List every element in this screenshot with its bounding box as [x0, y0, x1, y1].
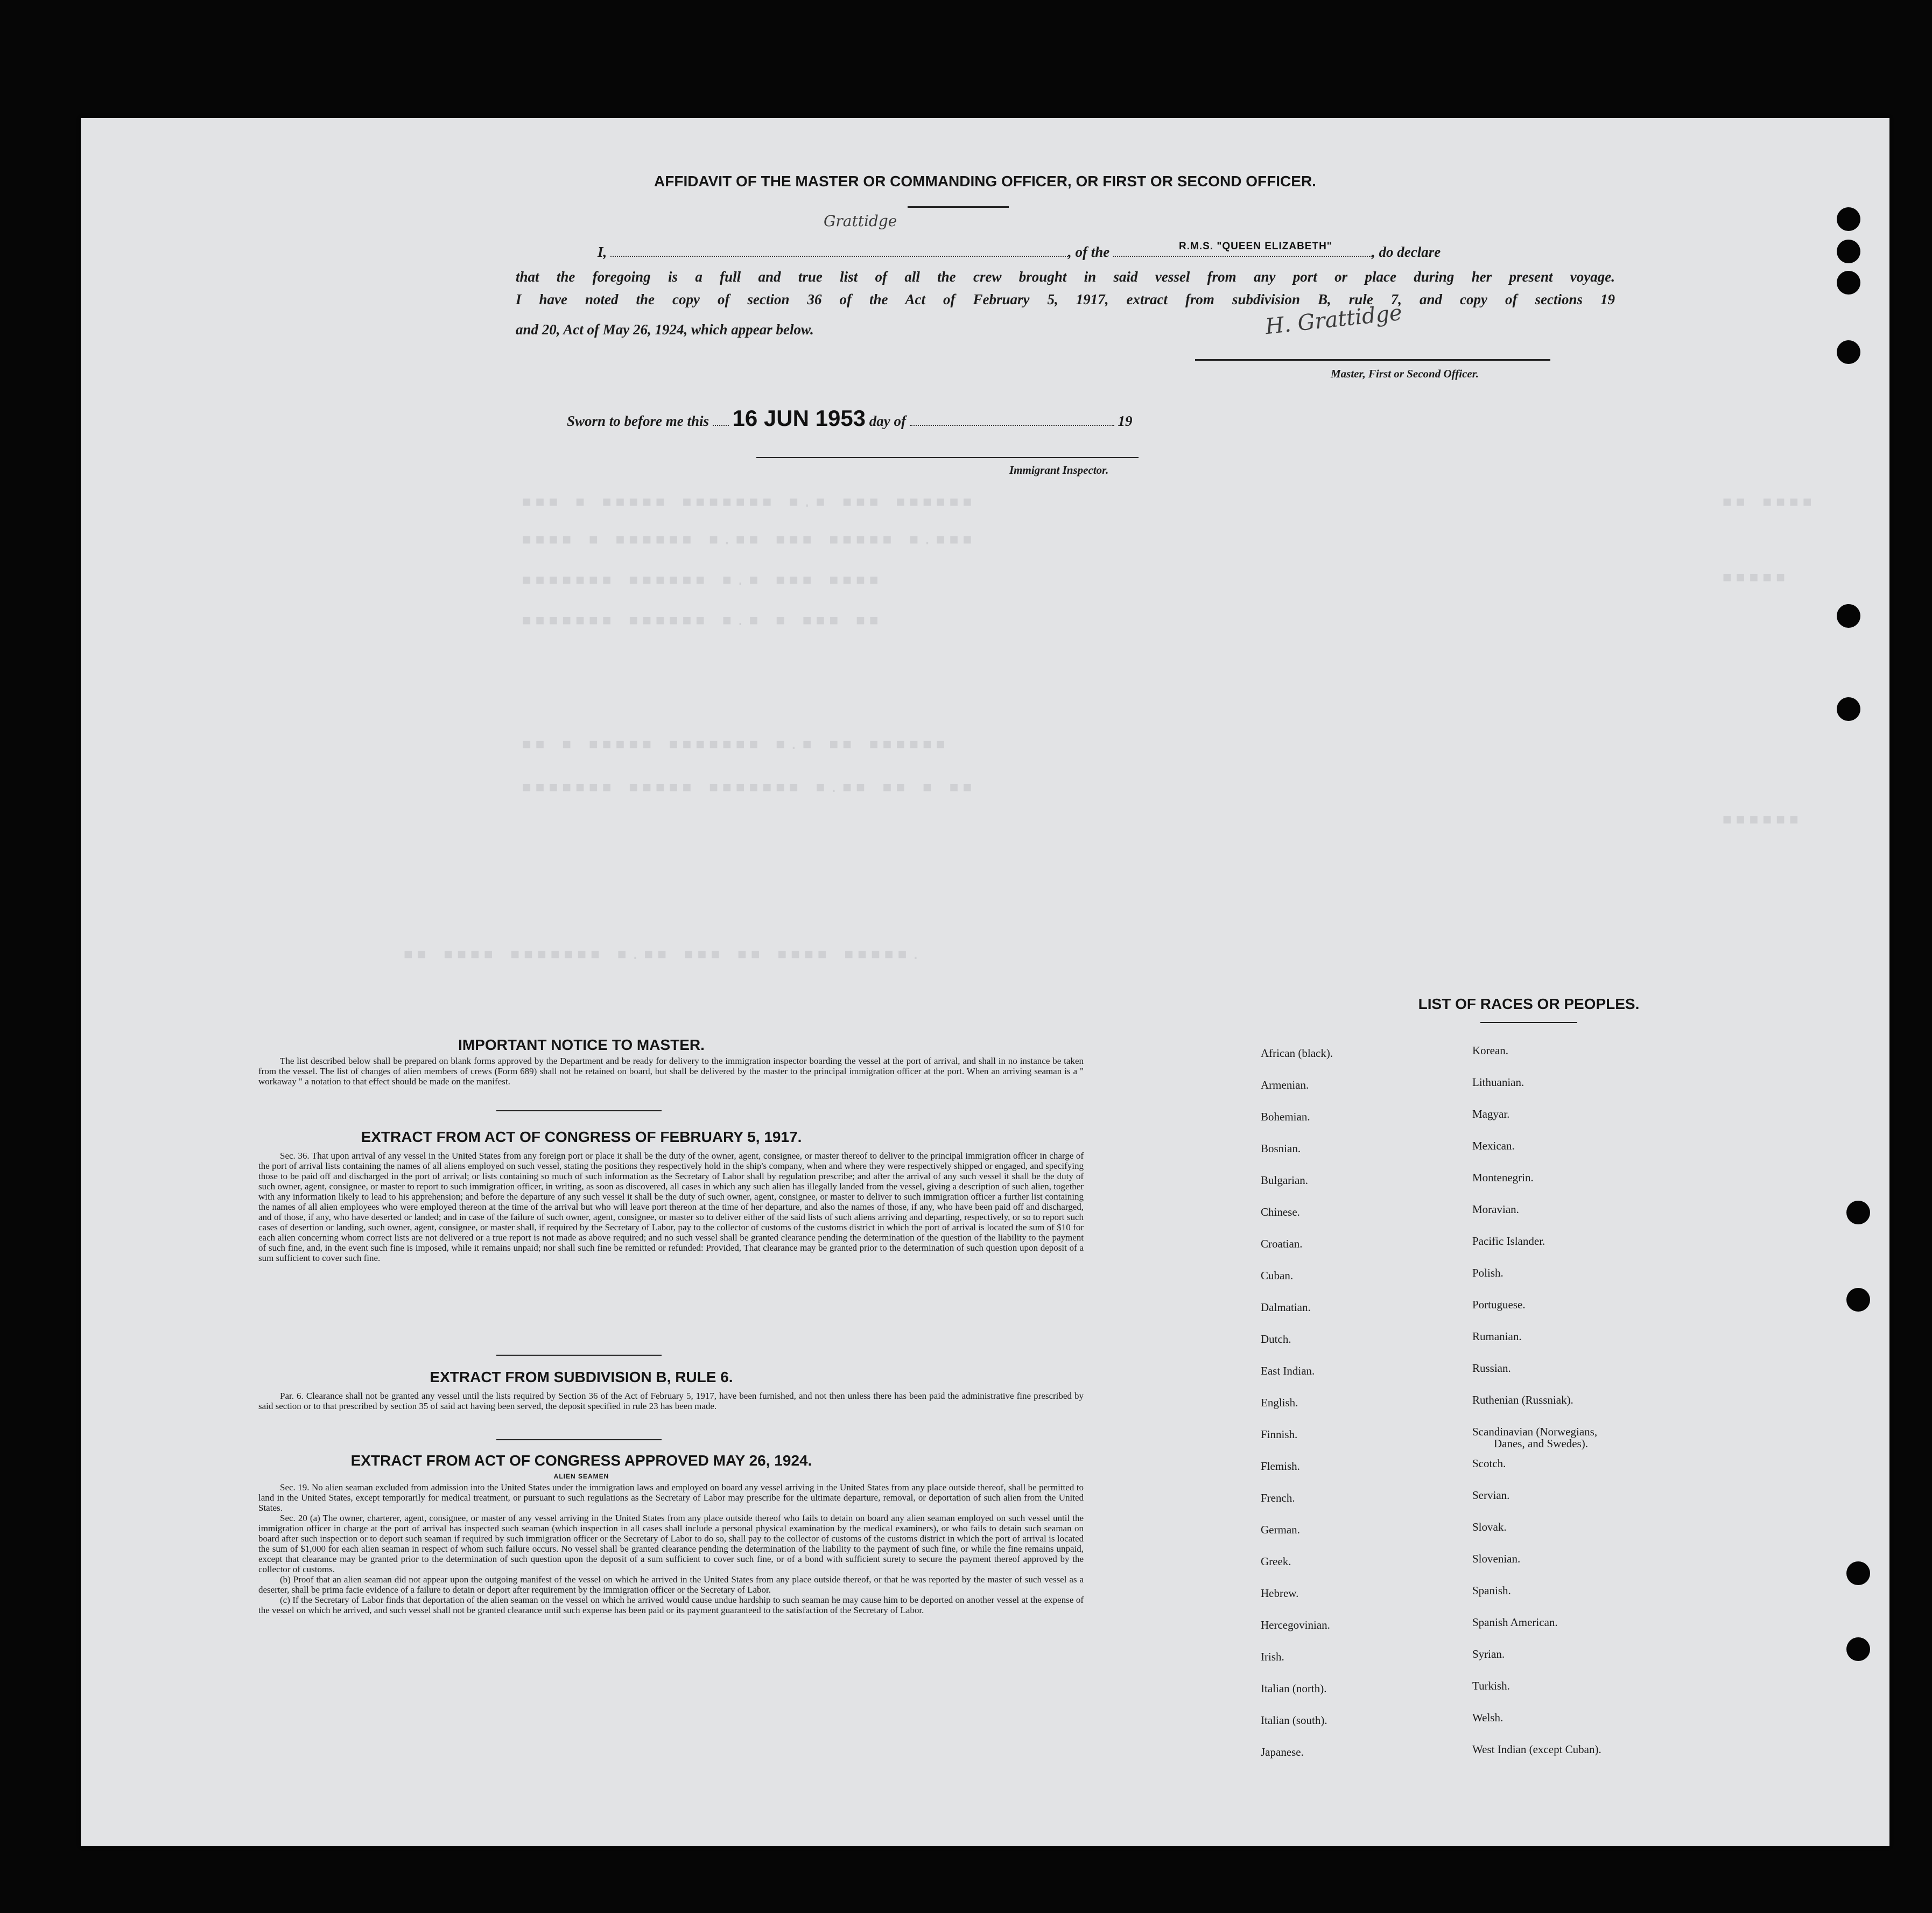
affidavit-title: AFFIDAVIT OF THE MASTER OR COMMANDING OFFICER, OR FIRST OR SECOND OFFICER.	[654, 173, 1316, 190]
bleed-through-text: ■■■ ■ ■■■■■ ■■■■■■■ ■.■ ■■■ ■■■■■■	[522, 495, 976, 511]
race-left: Italian (north).	[1261, 1682, 1327, 1695]
affidavit-line-2: that the foregoing is a full and true list of all the crew brought in said vessel from any port or place during her present voyage.	[516, 269, 1615, 285]
race-left: Dutch.	[1261, 1333, 1291, 1346]
section-divider	[496, 1355, 662, 1356]
extract-1917-title: EXTRACT FROM ACT OF CONGRESS OF FEBRUARY 5, 1917.	[361, 1129, 802, 1145]
race-right: Polish.	[1472, 1266, 1504, 1279]
race-right: Slovak.	[1472, 1520, 1507, 1533]
section-divider	[496, 1439, 662, 1440]
race-right: Ruthenian (Russniak).	[1472, 1393, 1573, 1406]
race-right: Moravian.	[1472, 1203, 1519, 1216]
document-page	[81, 118, 1889, 1846]
race-right: West Indian (except Cuban).	[1472, 1743, 1601, 1756]
race-left: Irish.	[1261, 1650, 1284, 1663]
extract-1924-title: EXTRACT FROM ACT OF CONGRESS APPROVED MAY 26, 1924.	[350, 1452, 812, 1469]
race-left: Hebrew.	[1261, 1587, 1299, 1600]
affidavit-line-4: and 20, Act of May 26, 1924, which appear below.	[516, 321, 814, 338]
punch-hole	[1837, 271, 1860, 295]
notice-text: The list described below shall be prepared on blank forms approved by the Department and be ready for delivery to the immigration inspector boarding the vessel at the port of arrival, and shall in no instance be taken from the vessel. The list of changes of alien members of crews (Form 689) shall not be retained on board, but shall be delivered by the master to the principal immigration officer at the port. When an arriving seaman is a " workaway " a notation to that effect should be made on the manifest.	[258, 1056, 1084, 1087]
race-right: Russian.	[1472, 1362, 1511, 1375]
affidavit-line-1	[598, 241, 1615, 261]
punch-hole	[1837, 207, 1860, 231]
punch-hole	[1837, 340, 1860, 364]
race-right: Turkish.	[1472, 1679, 1510, 1692]
affidavit-line-3: I have noted the copy of section 36 of the Act of February 5, 1917, extract from subdivision B, rule 7, and copy of sections 19	[516, 291, 1615, 307]
race-right: Scotch.	[1472, 1457, 1506, 1470]
sec-20a-text: Sec. 20 (a) The owner, charterer, agent, consignee, or master of any vessel arriving in the United States from any place outside thereof who fails to detain on board any alien seaman employed on such vessel until the immigration officer in charge at the port of arrival has inspected such seaman (which inspection in all cases shall include a personal physical examination by the medical examiners), or who fails to detain such seaman on board after such inspection or to deport such seaman if required by such immigration officer or the Secretary of Labor to do so, shall pay to the collector of customs of the customs district in which the port of arrival is located the sum of $1,000 for each alien seaman in respect of whom such failure occurs. No vessel shall be granted clearance pending the determination of the liability to the payment of such fine, or while the fine remains unpaid, except that clearance may be granted prior to the determination of such question upon the deposit of a sum sufficient to cover such fine, or of a bond with sufficient surety to secure the payment thereof approved by the collector of customs.	[258, 1513, 1084, 1574]
handwritten-name: Grattidge	[824, 212, 897, 230]
race-left: African (black).	[1261, 1047, 1333, 1060]
day-of-text: day of	[869, 413, 907, 429]
race-left: Bosnian.	[1261, 1142, 1301, 1155]
sec-36-text: Sec. 36. That upon arrival of any vessel in the United States from any foreign port or place it shall be the duty of the owner, agent, consignee, or master thereof to deliver to the principal immigration officer in charge of the port of arrival lists containing the names of all aliens employed on such vessel, stating the positions they respectively hold in the ship's company, when and where they were respectively shipped or engaged, and specifying those to be paid off and discharged in the port of arrival; or lists containing so much of such information as the Secretary of Labor shall by regulation prescribe; and after the arrival of any such vessel it shall be the duty of such owner, agent, consignee, or master to report to such immigration officer, in writing, as soon as discovered, all cases in which any such alien has illegally landed from the vessel, giving a description of such alien, together with any information likely to lead to his apprehension; and before the departure of any such vessel it shall be the duty of such owner, agent, consignee, or master to deliver to such immigration officer a further list containing the names of all alien employees who were employed thereon at the time of the arrival but who will leave port thereon at the time of her departure, and also the names of those, if any, who have been paid off and discharged, and of those, if any, who have deserted or landed; and in case of the failure of such owner, agent, consignee, or master so to deliver either of the said lists of such aliens arriving and departing, respectively, or so to report such cases of desertion or landing, such owner, agent, consignee, or master shall, if required by the Secretary of Labor, pay to the collector of customs of the customs district in which the port of arrival is located the sum of $10 for each alien concerning whom correct lists are not delivered or a true report is not made as above required; and no such vessel shall be granted clearance pending the determination of the question of the liability to the payment of such fine, and, in the event such fine is imposed, while it remains unpaid; nor shall such fine be remitted or refunded: Provided, That clearance may be granted prior to the determination of such question upon deposit of a sum sufficient to cover such fine.	[258, 1151, 1084, 1263]
race-left: Chinese.	[1261, 1206, 1300, 1218]
race-left: Italian (south).	[1261, 1714, 1327, 1727]
do-declare-text: , do declare	[1372, 244, 1441, 260]
bleed-through-text: ■■ ■■■■	[1723, 495, 1816, 511]
bleed-through-text: ■■■■■■■ ■■■■■ ■■■■■■■ ■.■■ ■■ ■ ■■	[522, 780, 976, 797]
name-blank[interactable]	[610, 241, 1068, 257]
punch-hole	[1846, 1201, 1870, 1224]
bleed-through-text: ■■■■■■	[1723, 812, 1803, 829]
bleed-through-text: ■■■■■	[1723, 570, 1790, 587]
race-right: Scandinavian (Norwegians,	[1472, 1425, 1598, 1438]
race-right: Syrian.	[1472, 1648, 1505, 1660]
notice-body	[258, 1056, 1084, 1087]
sec-19-text: Sec. 19. No alien seaman excluded from admission into the United States under the immigration laws and employed on board any vessel arriving in the United States from any place outside thereof, shall be permitted to land in the United States, except temporarily for medical treatment, or pursuant to such regulations as the Secretary of Labor may prescribe for the ultimate departure, removal, or deportation of such alien from the United States.	[258, 1482, 1084, 1513]
extract-rule6-title: EXTRACT FROM SUBDIVISION B, RULE 6.	[430, 1369, 733, 1385]
race-right: Pacific Islander.	[1472, 1235, 1545, 1248]
race-left: Japanese.	[1261, 1746, 1304, 1758]
race-right: Slovenian.	[1472, 1552, 1521, 1565]
race-right: Spanish.	[1472, 1584, 1511, 1597]
race-right: Montenegrin.	[1472, 1171, 1534, 1184]
section-divider	[496, 1110, 662, 1111]
race-left: Greek.	[1261, 1555, 1291, 1568]
punch-hole	[1837, 697, 1860, 721]
race-left: Dalmatian.	[1261, 1301, 1311, 1314]
race-left: Flemish.	[1261, 1460, 1300, 1473]
punch-hole	[1846, 1561, 1870, 1585]
punch-hole	[1837, 604, 1860, 628]
par-6-text: Par. 6. Clearance shall not be granted any vessel until the lists required by Section 36 of the Act of February 5, 1917, have been furnished, and not then unless there has been paid the administrative fine prescribed by said section or to that prescribed by section 35 of said act having been served, the deposit specified in rule 23 has been made.	[258, 1391, 1084, 1411]
extract-1924-body	[258, 1482, 1084, 1615]
races-title: LIST OF RACES OR PEOPLES.	[1418, 996, 1640, 1012]
bleed-through-text: ■■■■ ■ ■■■■■■ ■.■■ ■■■ ■■■■■ ■.■■■	[522, 532, 976, 549]
signature-line	[1195, 359, 1550, 361]
notice-title: IMPORTANT NOTICE TO MASTER.	[458, 1036, 705, 1053]
race-left: Bulgarian.	[1261, 1174, 1309, 1187]
of-the-text: , of the	[1068, 244, 1110, 260]
declare-prefix: I,	[598, 244, 607, 260]
race-right: Korean.	[1472, 1044, 1509, 1057]
bleed-through-text: ■■■■■■■ ■■■■■■ ■.■ ■■■ ■■■■	[522, 573, 883, 590]
bleed-through-text: ■■ ■ ■■■■■ ■■■■■■■ ■.■ ■■ ■■■■■■	[522, 737, 950, 754]
race-left: Cuban.	[1261, 1269, 1294, 1282]
race-left: German.	[1261, 1523, 1300, 1536]
sec-20b-text: (b) Proof that an alien seaman did not appear upon the outgoing manifest of the vessel on which he arrived in the United States from any place outside thereof, or that he was reported by the master of such vessel as a deserter, shall be prima facie evidence of a failure to detain or deport after requirement by the immigration officer or the Secretary of Labor.	[258, 1574, 1084, 1595]
race-left: English.	[1261, 1396, 1298, 1409]
punch-hole	[1837, 240, 1860, 263]
race-left: Finnish.	[1261, 1428, 1298, 1441]
title-underline	[908, 206, 1009, 208]
sworn-prefix: Sworn to before me this	[567, 413, 709, 429]
race-right: Spanish American.	[1472, 1616, 1558, 1629]
sworn-line	[567, 405, 1133, 431]
sec-20c-text: (c) If the Secretary of Labor finds that deportation of the alien seaman on the vessel on which he arrived would cause undue hardship to such seaman he may cause him to be deported on another vessel at the expense of the vessel on which he arrived, and such vessel shall not be granted clearance until such expense has been paid or its payment guaranteed to the satisfaction of the Secretary of Labor.	[258, 1595, 1084, 1615]
bleed-through-text: ■■■■■■■ ■■■■■■ ■.■ ■ ■■■ ■■	[522, 613, 883, 630]
race-right: Magyar.	[1472, 1108, 1510, 1120]
race-right: Mexican.	[1472, 1139, 1515, 1152]
year-prefix: 19	[1118, 413, 1133, 429]
vessel-name-stamp: R.M.S. "QUEEN ELIZABETH"	[1179, 241, 1332, 252]
races-title-underline	[1480, 1022, 1577, 1023]
bleed-through-text: ■■ ■■■■ ■■■■■■■ ■.■■ ■■■ ■■ ■■■■ ■■■■■.	[404, 947, 925, 964]
inspector-caption: Immigrant Inspector.	[1009, 464, 1109, 477]
race-left: French.	[1261, 1491, 1295, 1504]
race-left: Hercegovinian.	[1261, 1618, 1330, 1631]
race-left: East Indian.	[1261, 1364, 1315, 1377]
master-signature: H. Grattidge	[1264, 300, 1403, 340]
race-left: Bohemian.	[1261, 1110, 1310, 1123]
alien-seamen-subtitle: ALIEN SEAMEN	[553, 1473, 609, 1480]
date-stamp: 16 JUN 1953	[732, 405, 866, 431]
race-right: Lithuanian.	[1472, 1076, 1524, 1089]
race-right: Rumanian.	[1472, 1330, 1522, 1343]
race-right: Servian.	[1472, 1489, 1510, 1502]
race-left: Croatian.	[1261, 1237, 1303, 1250]
punch-hole	[1846, 1637, 1870, 1661]
month-blank[interactable]	[910, 410, 1114, 426]
race-right: Danes, and Swedes).	[1494, 1437, 1588, 1450]
race-left: Armenian.	[1261, 1078, 1309, 1091]
inspector-signature-line	[756, 457, 1139, 458]
punch-hole	[1846, 1288, 1870, 1312]
extract-1917-body	[258, 1151, 1084, 1263]
race-right: Portuguese.	[1472, 1298, 1526, 1311]
race-right: Welsh.	[1472, 1711, 1504, 1724]
extract-rule6-body	[258, 1391, 1084, 1411]
signer-caption: Master, First or Second Officer.	[1331, 367, 1479, 380]
